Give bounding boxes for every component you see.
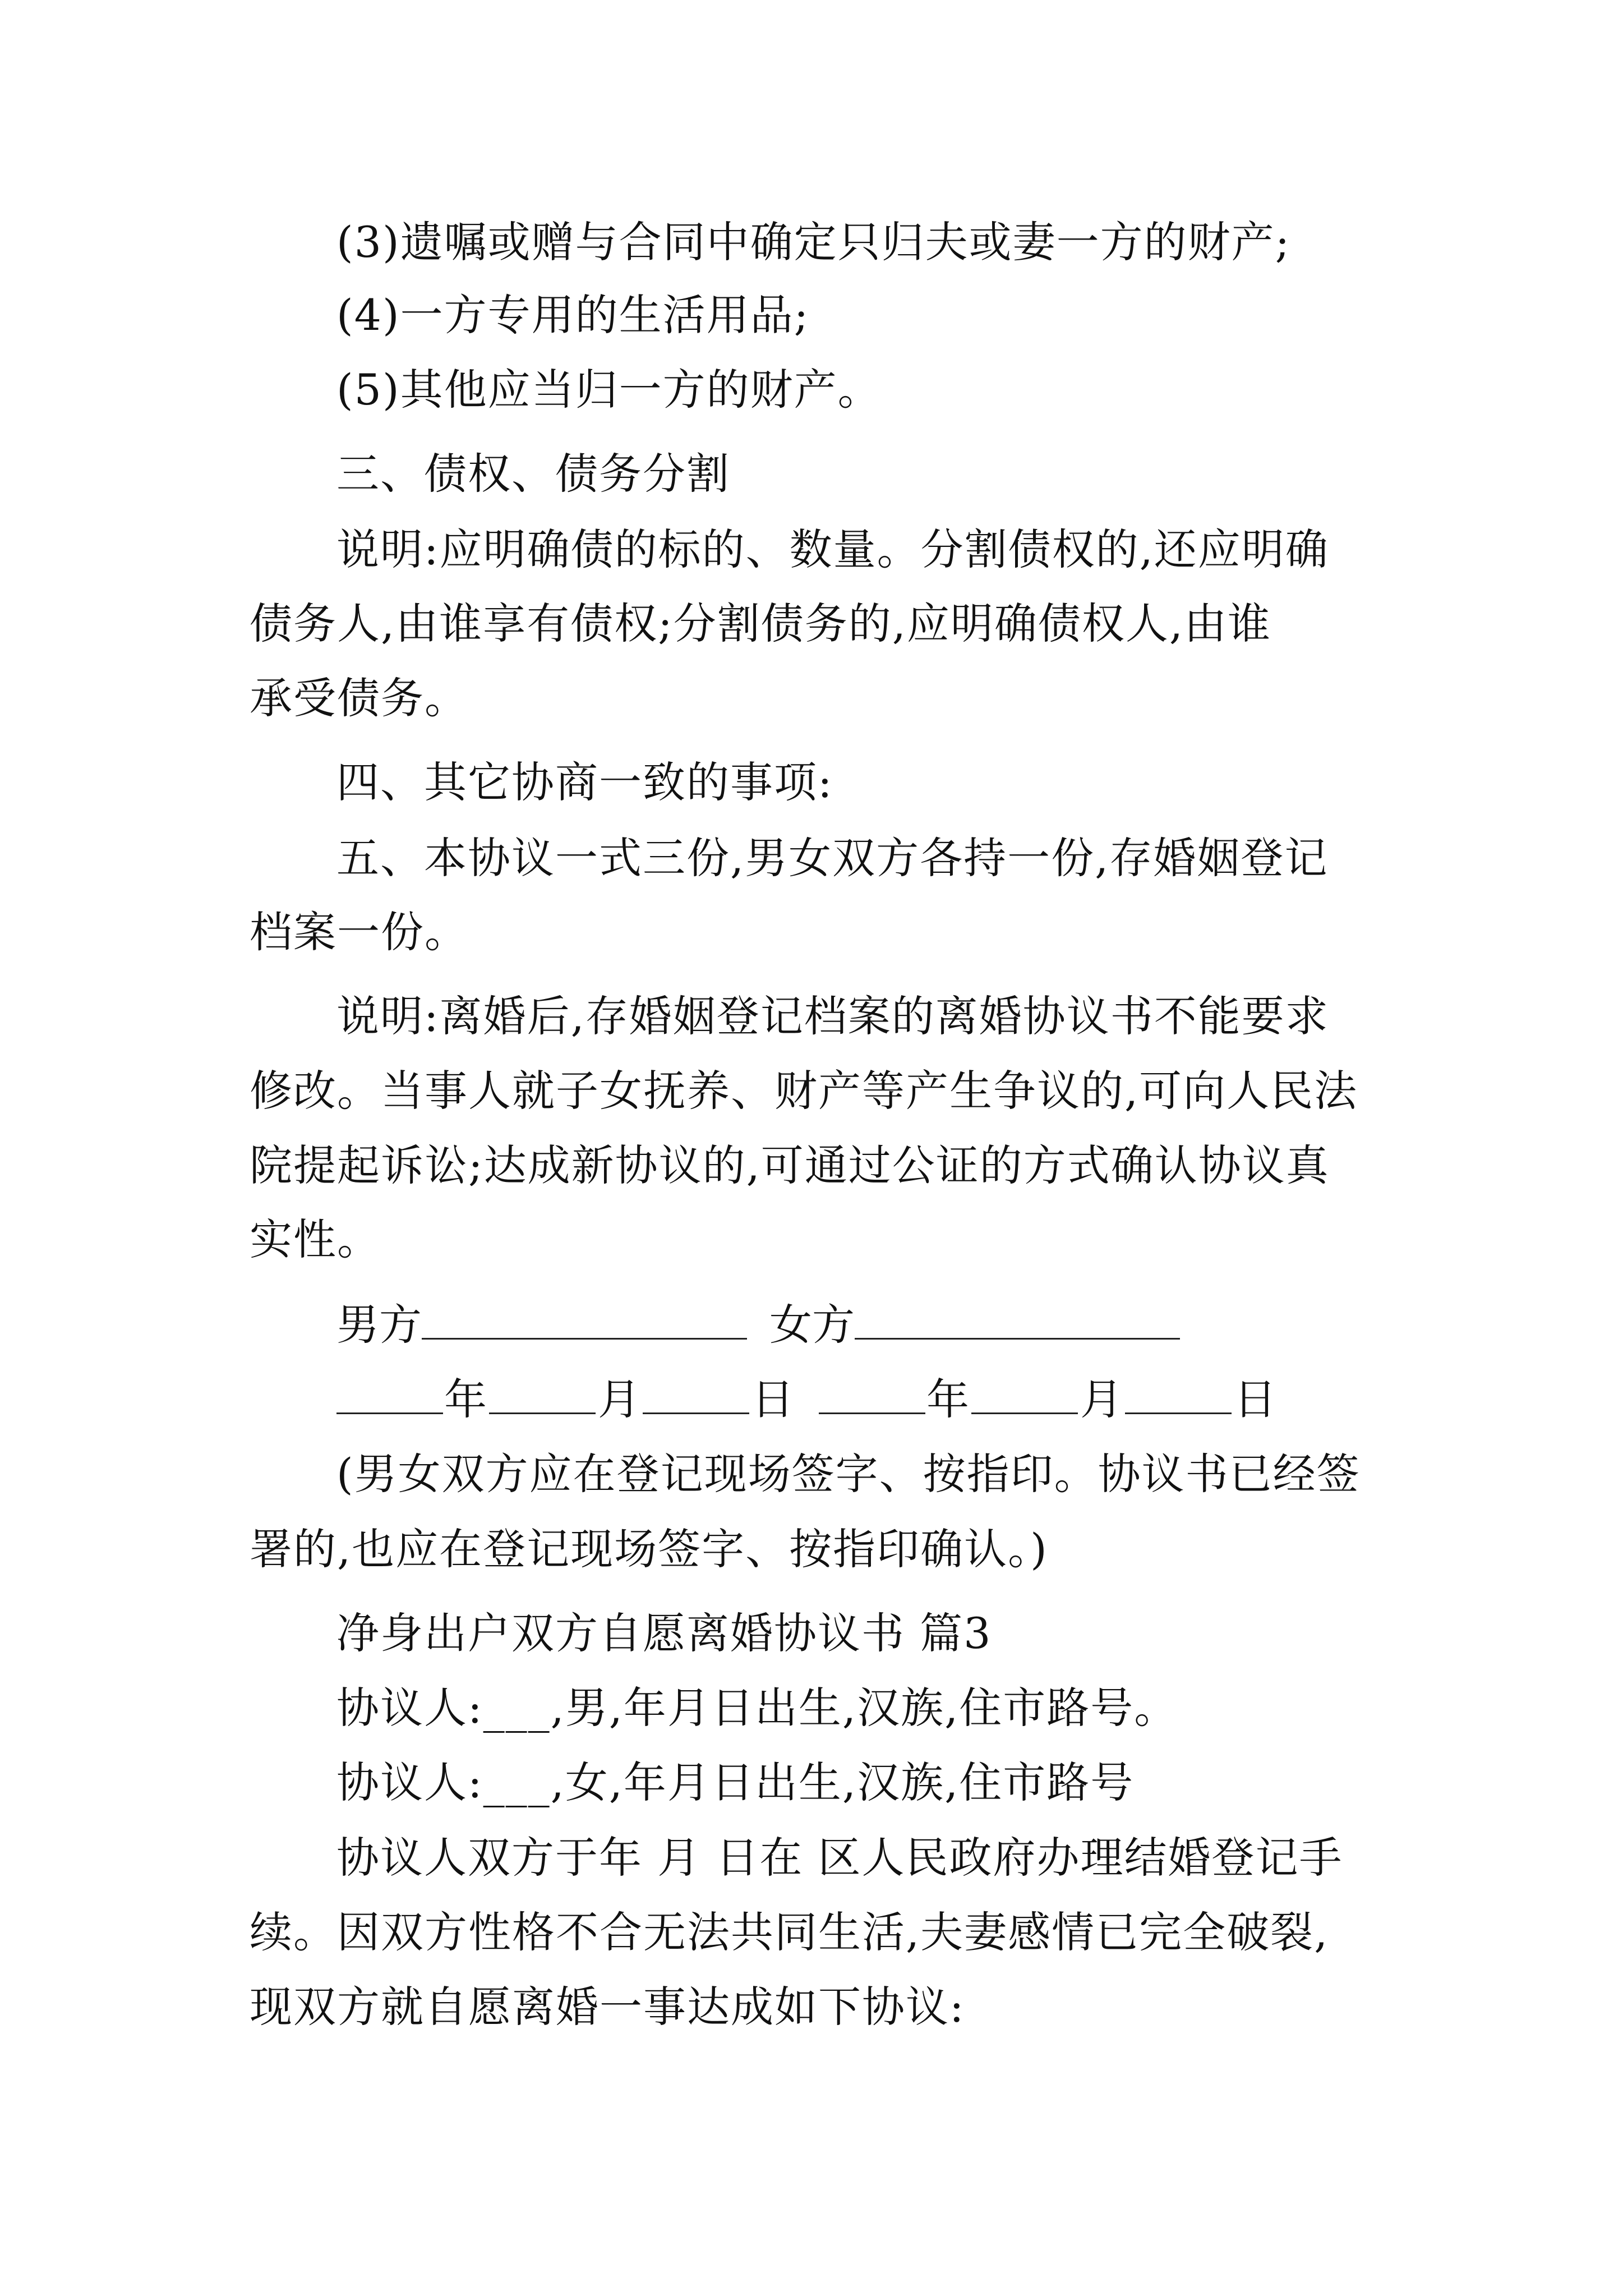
- text-line: (4)一方专用的生活用品;: [336, 290, 810, 340]
- date-month-label: 月: [598, 1374, 640, 1424]
- date-month-label: 月: [1080, 1374, 1123, 1424]
- section-title: 净身出户双方自愿离婚协议书 篇3: [336, 1608, 992, 1658]
- text-line: 协议人双方于年 月 日在 区人民政府办理结婚登记手: [336, 1833, 1343, 1883]
- signature-male-label: 男方: [336, 1300, 422, 1350]
- date-day-blank: [643, 1372, 749, 1428]
- text-line: (男女双方应在登记现场签字、按指印。协议书已经签: [336, 1449, 1361, 1499]
- text-line: 协议人:___,男,年月日出生,汉族,住市路号。: [336, 1683, 1178, 1733]
- text-line: (3)遗嘱或赠与合同中确定只归夫或妻一方的财产;: [336, 217, 1291, 267]
- date-year-blank: [819, 1372, 925, 1428]
- signature-female-blank: [855, 1297, 1180, 1353]
- text-line: 实性。: [250, 1214, 381, 1264]
- date-day-label: 日: [1234, 1374, 1276, 1424]
- signature-female-label: 女方: [769, 1300, 855, 1350]
- text-line: 债务人,由谁享有债权;分割债务的,应明确债权人,由谁: [250, 599, 1272, 648]
- date-year-blank: [336, 1372, 443, 1428]
- text-line: 说明:离婚后,存婚姻登记档案的离婚协议书不能要求: [336, 991, 1329, 1041]
- text-line: 续。因双方性格不合无法共同生活,夫妻感情已完全破裂,: [250, 1907, 1329, 1957]
- text-line: 现双方就自愿离婚一事达成如下协议:: [250, 1982, 965, 2032]
- date-day-label: 日: [751, 1374, 794, 1424]
- section-heading: 四、其它协商一致的事项:: [336, 757, 833, 807]
- text-line: 承受债务。: [250, 673, 468, 723]
- text-line: 院提起诉讼;达成新协议的,可通过公证的方式确认协议真: [250, 1140, 1330, 1190]
- text-line: 署的,也应在登记现场签字、按指印确认。): [250, 1524, 1048, 1574]
- section-heading: 三、债权、债务分割: [336, 449, 730, 499]
- text-line: 档案一份。: [250, 907, 468, 957]
- text-line: 五、本协议一式三份,男女双方各持一份,存婚姻登记: [336, 833, 1329, 883]
- date-day-blank: [1125, 1372, 1232, 1428]
- text-line: 协议人:___,女,年月日出生,汉族,住市路号: [336, 1757, 1135, 1807]
- date-year-label: 年: [444, 1374, 487, 1424]
- date-month-blank: [971, 1372, 1078, 1428]
- date-month-blank: [489, 1372, 596, 1428]
- text-line: (5)其他应当归一方的财产。: [336, 365, 882, 415]
- text-line: 说明:应明确债的标的、数量。分割债权的,还应明确: [336, 524, 1329, 574]
- signature-male-blank: [422, 1297, 747, 1353]
- date-year-label: 年: [926, 1374, 969, 1424]
- text-line: 修改。当事人就子女抚养、财产等产生争议的,可向人民法: [250, 1066, 1358, 1116]
